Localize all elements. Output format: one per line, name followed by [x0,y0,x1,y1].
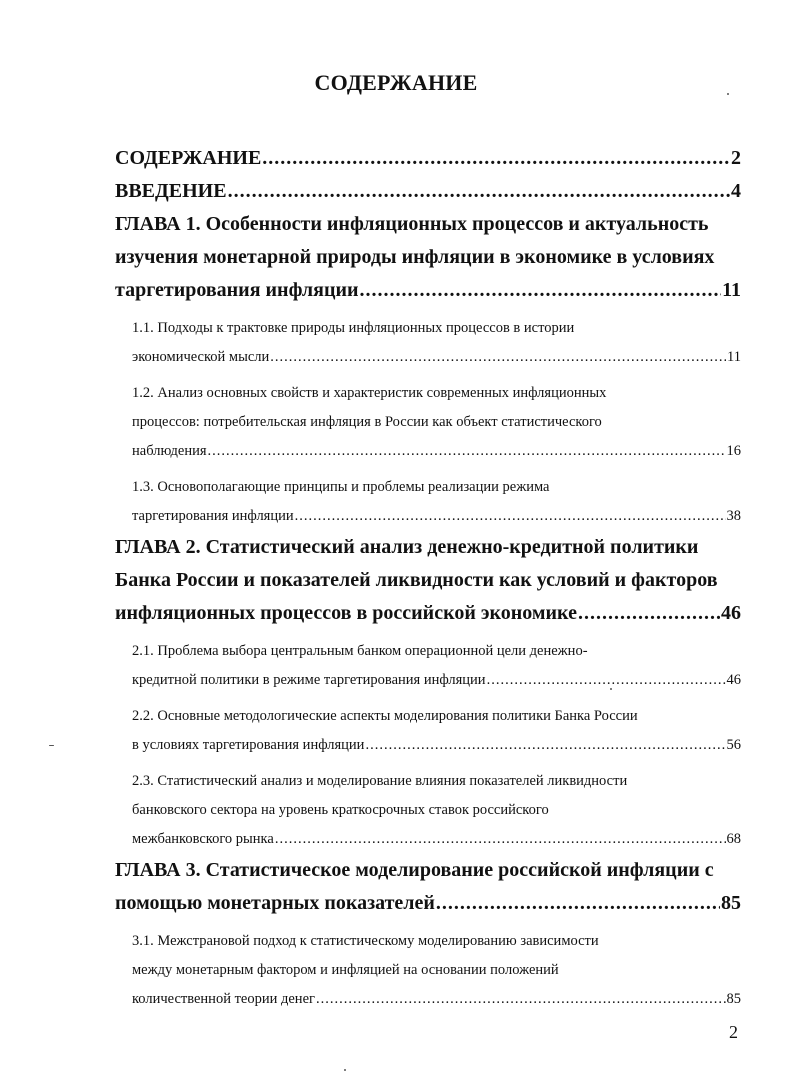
toc-entry-last-line [132,502,741,531]
dot-leader [275,825,726,854]
toc-entry-line: 1.1. Подходы к трактовке природы инфляционных процессов в истории [132,320,575,336]
toc-entry-text: экономической мысли [132,349,270,365]
toc-entry-last-line [115,274,741,307]
toc-entry-text: кредитной политики в режиме таргетирования инфляции [132,672,486,688]
toc-entry-text: межбанковского рынка [132,831,274,847]
toc-entry-last-line [132,825,741,854]
toc-page-number: 85 [721,892,741,914]
toc-chapter-entry[interactable] [115,175,741,208]
dot-leader [208,437,726,466]
toc-page-number: 56 [726,737,741,753]
toc-entry-line: процессов: потребительская инфляция в России как объект статистического [132,414,602,430]
scan-speck [344,1069,346,1071]
toc-page-number: 85 [726,991,741,1007]
page-number: 2 [729,1022,738,1042]
table-of-contents [115,142,741,1014]
dot-leader [578,597,720,630]
toc-chapter-entry[interactable] [115,208,741,307]
toc-section-entry[interactable] [132,473,741,531]
toc-page-number: 68 [726,831,741,847]
toc-entry-last-line [115,175,741,208]
toc-entry-line: 1.2. Анализ основных свойств и характеристик современных инфляционных [132,385,607,401]
dot-leader [262,142,730,175]
scan-speck [727,93,729,95]
toc-chapter-entry[interactable] [115,142,741,175]
toc-entry-line: изучения монетарной природы инфляции в экономике в условиях [115,246,715,268]
dot-leader [436,887,720,920]
toc-page-number: 46 [721,602,741,624]
toc-page-number: 46 [726,672,741,688]
toc-page-number: 11 [722,279,741,301]
toc-section-entry[interactable] [132,927,741,1014]
toc-entry-last-line [115,597,741,630]
toc-entry-text: помощью монетарных показателей [115,892,435,914]
toc-entry-line: между монетарным фактором и инфляцией на основании положений [132,962,559,978]
toc-section-entry[interactable] [132,702,741,760]
toc-entry-text: СОДЕРЖАНИЕ [115,147,262,169]
toc-entry-last-line [132,666,741,695]
dot-leader [316,985,726,1014]
toc-entry-line: банковского сектора на уровень краткосрочных ставок российского [132,802,549,818]
toc-entry-last-line [115,887,741,920]
toc-entry-line: 2.1. Проблема выбора центральным банком операционной цели денежно- [132,643,588,659]
toc-entry-text: ВВЕДЕНИЕ [115,180,227,202]
toc-page-number: 4 [731,180,741,202]
toc-entry-last-line [132,437,741,466]
toc-entry-text: инфляционных процессов в российской экономике [115,602,577,624]
toc-entry-line: Банка России и показателей ликвидности как условий и факторов [115,569,718,591]
toc-section-entry[interactable] [132,314,741,372]
toc-page-number: 38 [726,508,741,524]
dot-leader [270,343,726,372]
toc-entry-text: в условиях таргетирования инфляции [132,737,365,753]
toc-entry-line: ГЛАВА 1. Особенности инфляционных процессов и актуальность [115,213,709,235]
dot-leader [487,666,726,695]
toc-page-number: 2 [731,147,741,169]
toc-entry-last-line [132,985,741,1014]
toc-section-entry[interactable] [132,637,741,695]
toc-entry-line: ГЛАВА 3. Статистическое моделирование российской инфляции с [115,859,714,881]
toc-section-entry[interactable] [132,379,741,466]
toc-page-number: 16 [726,443,741,459]
toc-entry-text: наблюдения [132,443,207,459]
toc-entry-line: 2.3. Статистический анализ и моделирование влияния показателей ликвидности [132,773,628,789]
toc-entry-last-line [132,343,741,372]
toc-entry-text: таргетирования инфляции [115,279,359,301]
toc-page-number: 11 [727,349,741,365]
toc-entry-last-line [132,731,741,760]
toc-entry-line: 3.1. Межстрановой подход к статистическому моделированию зависимости [132,933,599,949]
dot-leader [295,502,726,531]
page-title: СОДЕРЖАНИЕ [314,70,478,95]
toc-entry-line: 2.2. Основные методологические аспекты моделирования политики Банка России [132,708,638,724]
dot-leader [365,731,725,760]
dot-leader [360,274,722,307]
toc-entry-text: таргетирования инфляции [132,508,294,524]
toc-entry-line: ГЛАВА 2. Статистический анализ денежно-кредитной политики [115,536,699,558]
dot-leader [228,175,730,208]
toc-section-entry[interactable] [132,767,741,854]
scan-speck [49,745,54,746]
toc-entry-line: 1.3. Основополагающие принципы и проблемы реализации режима [132,479,550,495]
scan-speck [610,688,612,690]
toc-chapter-entry[interactable] [115,531,741,630]
toc-entry-text: количественной теории денег [132,991,315,1007]
toc-entry-last-line [115,142,741,175]
toc-chapter-entry[interactable] [115,854,741,920]
